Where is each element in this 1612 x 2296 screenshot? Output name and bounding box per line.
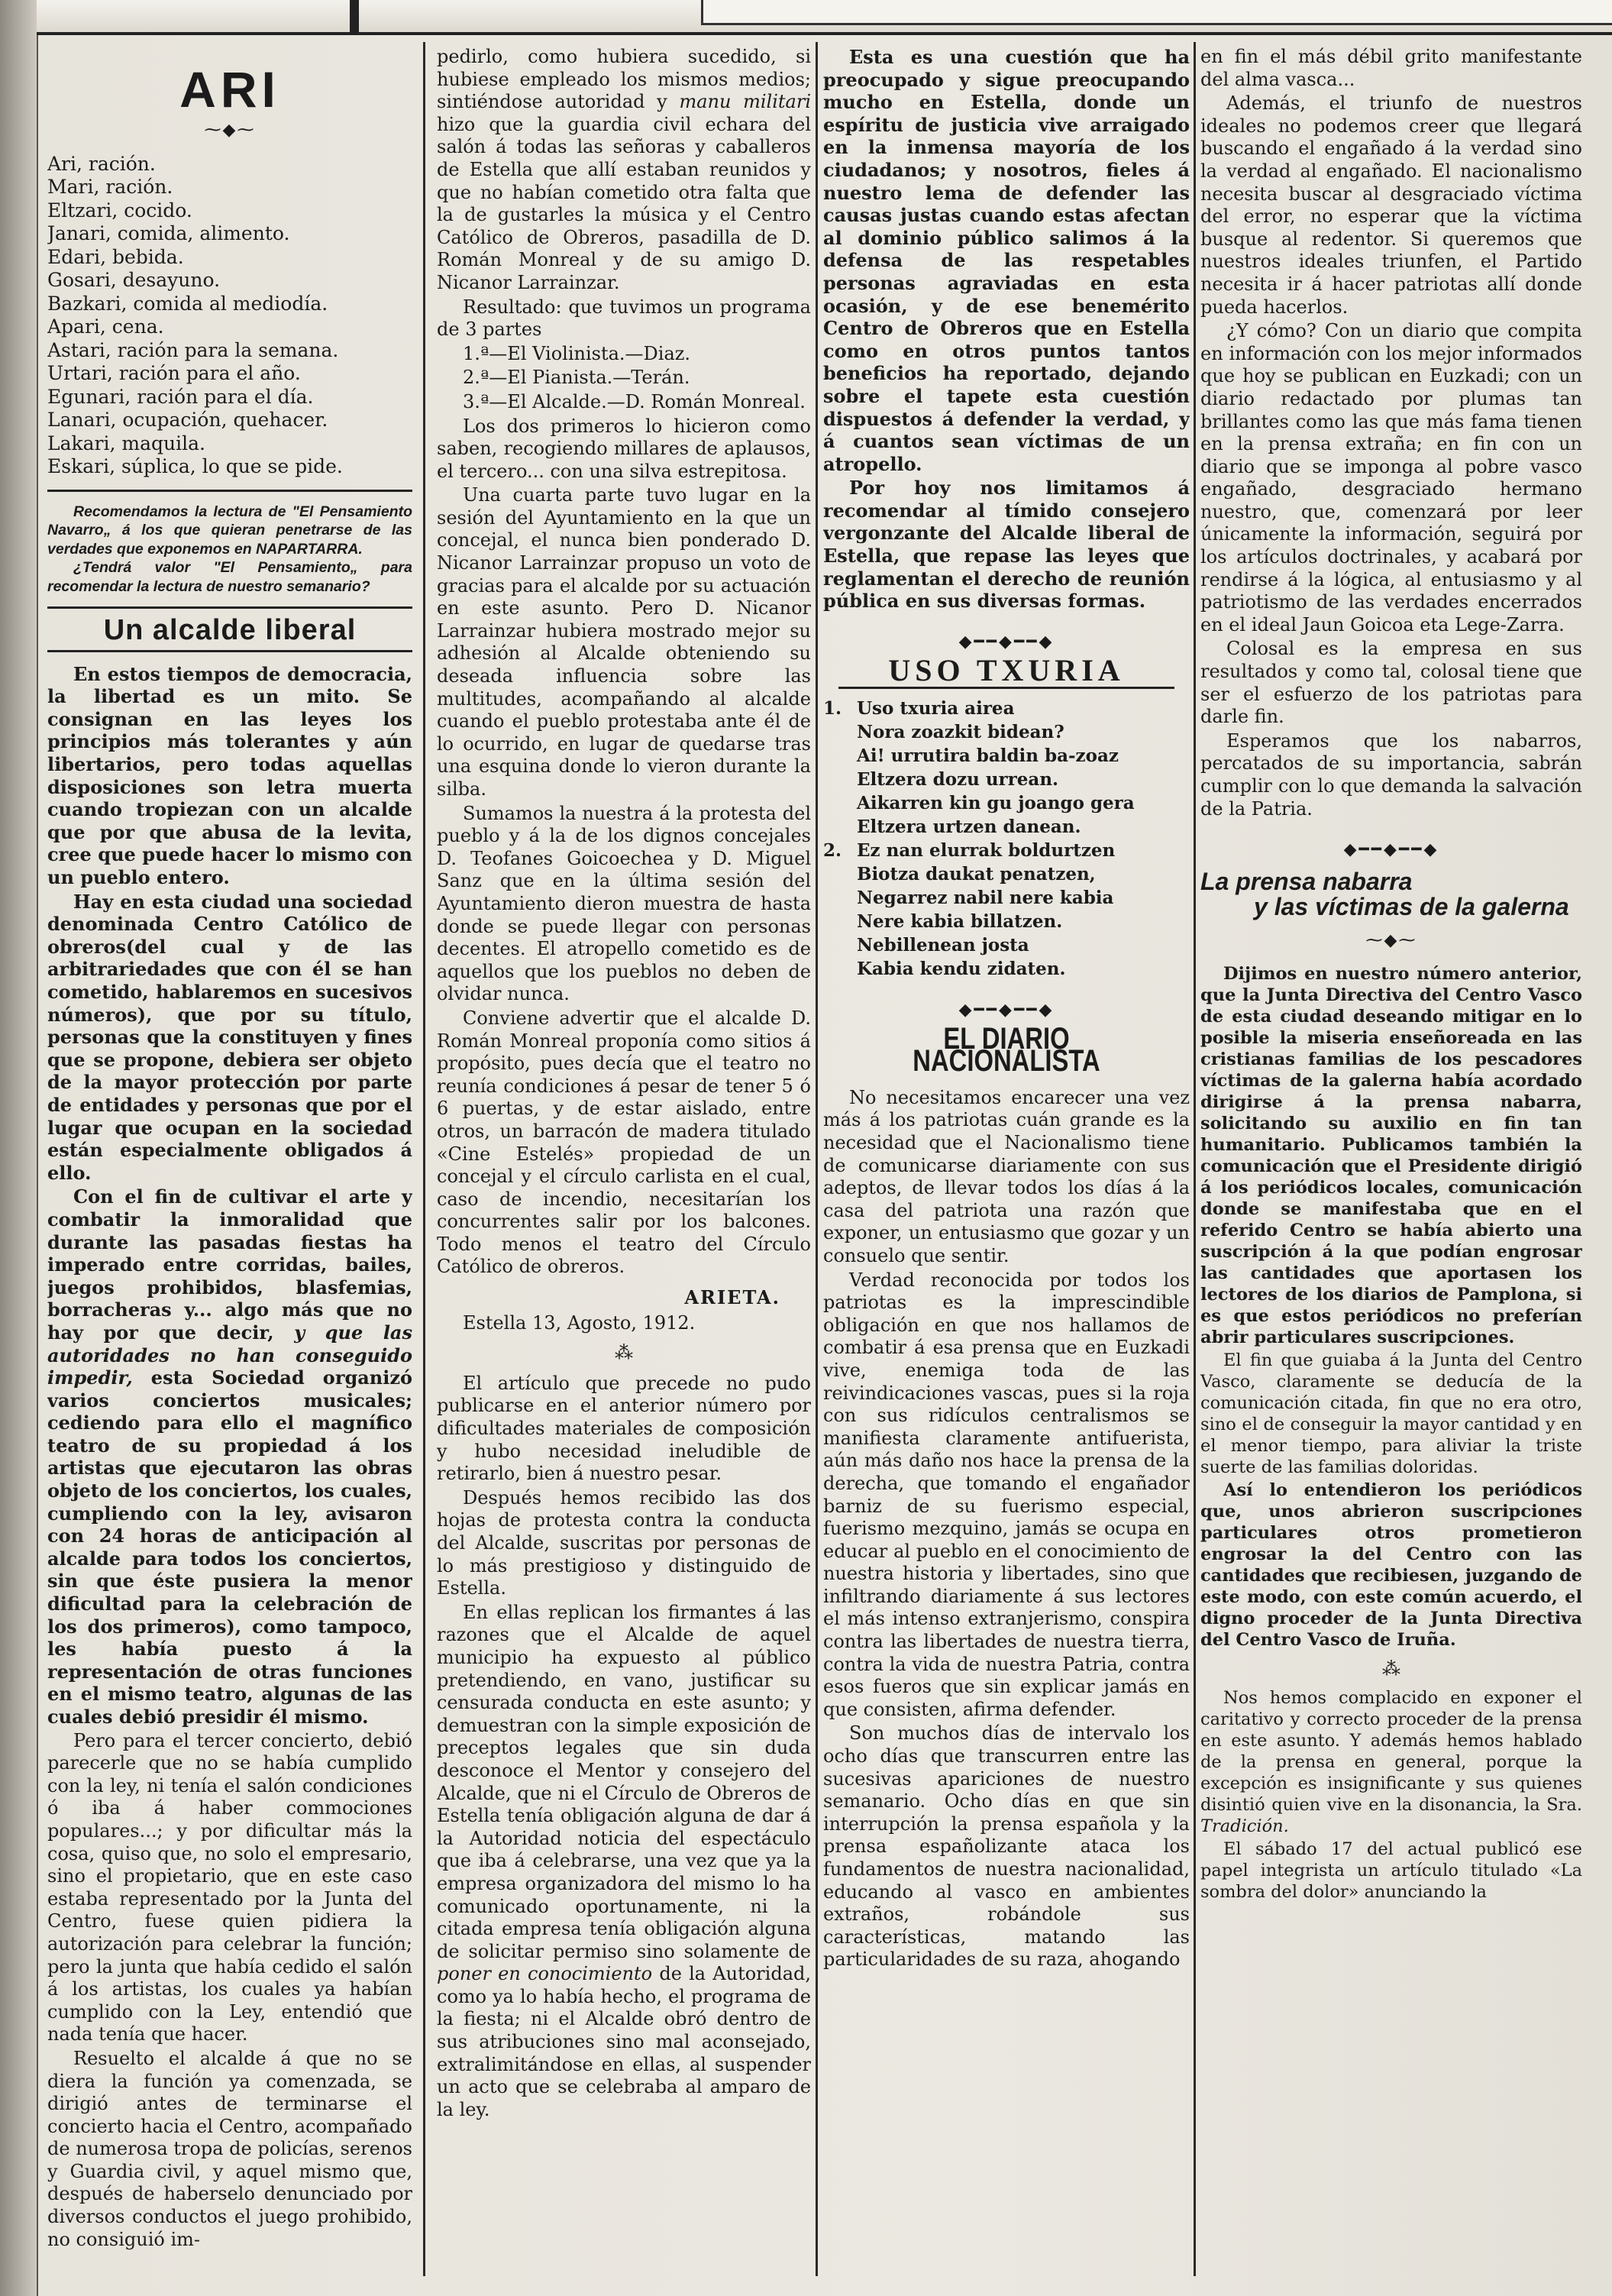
poem-line <box>823 839 1190 862</box>
poem-line: Biotza daukat penatzen, <box>857 864 1096 885</box>
poem-line: Eltzera urtzen danean. <box>857 817 1081 838</box>
section-separator: ◆━━◆━━◆ <box>958 1001 1055 1020</box>
paragraph: No necesitamos encarecer una vez más á los patriotas cuán grande es la necesidad que el Nacionalismo tiene de comunicarse diariamente con sus adeptos, de llevar todos los días á la casa del patriota una razón que exponer, un entusiasmo que gozar y un consuelo que sentir. <box>823 1086 1190 1266</box>
list-item: Eltzari, cocido. <box>47 199 192 222</box>
poem-line: Nere kabia billatzen. <box>857 911 1063 933</box>
paragraph: El fin que guiaba á la Junta del Centro Vasco, claramente se deducía de la comunicación citada, fin que no era otro, sino el de conseguir la mayor cantidad y en el menor tiempo, para aliviar la triste suerte de las familias doloridas. <box>1200 1350 1582 1477</box>
column-rule <box>423 42 425 2276</box>
top-vertical-bar <box>350 0 359 32</box>
headline-diario-nacionalista: EL DIARIO NACIONALISTA <box>913 1021 1100 1078</box>
signature: ARIETA. <box>684 1286 780 1309</box>
list-item: Gosari, desayuno. <box>47 269 221 292</box>
list-item: Mari, ración. <box>47 176 173 199</box>
text-run: Con el fin de cultivar el arte y combatir la inmoralidad que durante las pasadas fiestas ha imperado entre corridas, bailes, juegos prohibidos, blasfemias, borracheras y... algo más que no hay por que decir, <box>47 1185 412 1344</box>
masthead-ari: ARI <box>179 61 280 118</box>
paragraph: Por hoy nos limitamos á recomendar al tímido consejero vergonzante del Alcalde liberal de Estella, que repase las leyes que reglamentan el derecho de reunión pública en sus diversas formas. <box>823 477 1190 613</box>
stanza-number: 2. <box>823 840 842 862</box>
column-4 <box>1200 46 1582 2276</box>
list-item: Janari, comida, alimento. <box>47 222 290 245</box>
ornament: ⁓◆⁓ <box>1365 930 1417 950</box>
list-item: Lanari, ocupación, quehacer. <box>47 409 328 432</box>
paragraph: Sumamos la nuestra á la protesta del pueblo y á la de los dignos concejales D. Teofanes Goicoechea y D. Miguel Sanz que en la última sesión del Ayuntamiento dieron muestra de hasta donde se puede llegar con personas decentes. El atropello cometido es de aquellos que los pueblos no deben de olvidar nunca. <box>437 802 811 1005</box>
asterism: ⁂ <box>1382 1657 1400 1680</box>
column-1 <box>47 46 412 2276</box>
text-run: esta Sociedad organizó varios conciertos musicales; cediendo para ello el magnífico teatro de su propiedad á los artistas que ejecutaron las obras objeto de los conciertos, los cuales, cumpliendo con la ley, avisaron con 24 horas de anticipación al alcalde para todos los conciertos, sin que éste pusiera la menor dificultad para la celebración de los dos primeros), como tampoco, les había puesto á la representación de otras funciones en el mismo teatro, algunas de las cuales debió presidir él mismo. <box>47 1366 412 1728</box>
program-item: 1.ª—El Violinista.—Diaz. <box>463 342 691 364</box>
list-item: Astari, ración para la semana. <box>47 338 339 361</box>
paragraph: Esta es una cuestión que ha preocupado y sigue preocupando mucho en Estella, donde un espíritu de justicia vive arraigado en la inmensa mayoría de los ciudadanos; y nosotros, fieles á nuestro lema de defender las causas justas cuando estas afectan al dominio público salimos á la defensa de las respetables personas agraviadas en esta ocasión, y de ese benemérito Centro de Obreros que en Estella como en otros puntos tantos beneficios ha reportado, dejando sobre el tapete esta cuestión dispuestos á defender la verdad, y á cuantos sean víctimas de un atropello. <box>823 46 1190 475</box>
paragraph: en fin el más débil grito manifestante del alma vasca... <box>1200 46 1582 90</box>
program-item: 3.ª—El Alcalde.—D. Román Monreal. <box>463 390 806 412</box>
poem-line-text: Uso txuria airea <box>857 698 1015 720</box>
divider <box>47 606 412 609</box>
asterism: ⁂ <box>615 1342 633 1364</box>
section-separator: ◆━━◆━━◆ <box>958 632 1055 652</box>
paragraph: Son muchos días de intervalo los ocho días que transcurren entre las sucesivas apariciones de nuestro semanario. Ocho días en que sin interrupción la prensa española y la prensa españolizante ataca los fundamentos de nuestra nacionalidad, educando al vasco en ambientes extraños, robándole sus características, matando las particularidades de su raza, ahogando <box>823 1722 1190 1971</box>
paragraph: El artículo que precede no pudo publicarse en el anterior número por dificultades materiales de composición y hubo necesidad ineludible de retirarlo, bien á nuestro pesar. <box>437 1372 811 1485</box>
paragraph: Esperamos que los nabarros, percatados de su importancia, sabrán cumplir con lo que demanda la salvación de la Patria. <box>1200 729 1582 820</box>
italic-run: y que las autoridades no han conseguido impedir, <box>47 1321 412 1389</box>
paragraph: Así lo entendieron los periódicos que, unos abrieron suscripciones particulares otros prometieron engrosar la del Centro con las cantidades que recibiesen, juzgando de este modo, con este común acuerdo, el digno proceder de la Junta Directiva del Centro Vasco de Iruña. <box>1200 1479 1582 1650</box>
paragraph: Conviene advertir que el alcalde D. Román Monreal proponía como sitios á propósito, pues decía que el teatro no reunía condiciones á pesar de tener 5 ó 6 puertas, y de estar aislado, entre otros, un barracón de madera titulado «Cine Estelés» propiedad de un concejal y el círculo carlista en el cual, caso de incendio, necesitarían los concurrentes salir por los balcones. Todo menos el teatro del Círculo Católico de obreros. <box>437 1007 811 1278</box>
paragraph: Colosal es la empresa en sus resultados y como tal, colosal tiene que ser el esfuerzo de los patriotas para darle fin. <box>1200 638 1582 728</box>
paragraph: Pero para el tercer concierto, debió parecerle que no se había cumplido con la ley, ni tenía el salón condiciones ó iba á haber commociones populares...; y por dificultar más la cosa, quiso que, no solo el empresario, sino el propietario, que en este caso estaba representado por la Junta del Centro, fuese quien pidiera la autorización para celebrar la función; pero la junta que había cedido el salón á los artistas, los cuales ya habían cumplido con la Ley, entendió que nada tenía que hacer. <box>47 1729 412 2045</box>
headline-prensa-nabarra: La prensa nabarra <box>1200 867 1413 895</box>
dateline: Estella 13, Agosto, 1912. <box>463 1311 696 1334</box>
paragraph <box>437 1602 811 2122</box>
text-run: En ellas replican los firmantes á las razones que el Alcalde de aquel municipio ha expuesto al público pretendiendo, en vano, justificar su censurada conducta en este asunto; y demuestran con la simple exposición de preceptos legales que sin duda desconoce el Mentor y consejero del Alcalde, que ni el Círculo de Obreros de Estella tenía obligación alguna de dar á la Autoridad noticia del espectáculo que iba á celebrarse, una vez que ya la empresa organizadora del mismo lo ha comunicado oportunamente, ni la citada empresa tenía obligación alguna de solicitar permiso sino solamente de <box>437 1601 811 1962</box>
article-galerna <box>1200 963 1582 1903</box>
paragraph: ¿Y cómo? Con un diario que compita en información con los mejor informados que hoy se publican en Euzkadi; con un diario redactado por plumas tan brillantes como las que más fama tienen en la prensa extraña; en fin con un diario que se imponga al pobre vasco engañado, desgraciado hermano nuestro, que, comenzará por leer únicamente la información, seguirá por los artículos doctrinales, y acabará por rendirse á la lógica, al entusiasmo y al patriotismo de las verdades encerrados en el ideal Jaun Goicoa eta Lege-Zarra. <box>1200 320 1582 635</box>
headline-victimas-galerna: y las víctimas de la galerna <box>1254 893 1569 921</box>
poem-line: Kabia kendu zidaten. <box>857 959 1066 980</box>
list-item: Bazkari, comida al mediodía. <box>47 292 328 315</box>
paragraph: Los dos primeros lo hicieron como saben, recogiendo millares de aplausos, el tercero... con una silva estrepitosa. <box>437 415 811 482</box>
paragraph: Una cuarta parte tuvo lugar en la sesión del Ayuntamiento en la que un concejal, el nunca bien ponderado D. Nicanor Larrainzar propuso un voto de gracias para el alcalde por su actuación en este asunto. Pero D. Nicanor Larrainzar hubiera mostrado mejor su adhesión al Alcalde obteniendo su deseada influencia sobre las multitudes, acompañando al alcalde cuando el pueblo protestaba ante él de lo ocurrido, en lugar de quedarse tras una esquina donde lo vieron durante la silba. <box>437 484 811 800</box>
text-run: Nos hemos complacido en exponer el caritativo y correcto proceder de la prensa en este asunto. Y además hemos hablado de la prensa en general, porque la excepción es insignificante y sus quienes disintió quien vive en la disonancia, la Sra. <box>1200 1687 1582 1815</box>
paragraph <box>47 1185 412 1728</box>
column-rule <box>1194 42 1196 2276</box>
poem-line: Eltzera dozu urrean. <box>857 769 1059 791</box>
paragraph: Resultado: que tuvimos un programa de 3 partes <box>437 296 811 341</box>
poem-line: Aikarren kin gu joango gera <box>857 793 1135 814</box>
divider <box>47 650 412 652</box>
poem-line <box>823 697 1190 720</box>
paragraph: En estos tiempos de democracia, la libertad es un mito. Se consignan en las leyes los principios más tolerantes y aún libertarios, pero todas aquellas disposiciones son letra muerta cuando tropiezan con un alcalde que por que abusa de la levita, cree que puede hacer lo mismo con un pueblo entero. <box>47 662 412 889</box>
italic-run: manu militari <box>679 91 811 113</box>
program-item: 2.ª—El Pianista.—Terán. <box>463 367 690 389</box>
poem-line: Ai! urrutira baldin ba-zoaz <box>857 745 1119 767</box>
list-item: Ari, ración. <box>47 152 156 175</box>
poem-title: USO TXURIA <box>888 653 1125 688</box>
column-2 <box>437 46 811 2276</box>
paragraph: El sábado 17 del actual publicó ese papel integrista un artículo titulado «La sombra del dolor» anunciando la <box>1200 1838 1582 1902</box>
promo-text-2: ¿Tendrá valor "El Pensamiento„ para recomendar la lectura de nuestro semanario? <box>47 559 412 595</box>
stanza-number: 1. <box>823 698 842 720</box>
poem-line: Nora zoazkit bidean? <box>857 722 1064 743</box>
poem-line: Negarrez nabil nere kabia <box>857 888 1114 909</box>
paragraph <box>1200 1687 1582 1837</box>
list-item: Lakari, maquila. <box>47 432 205 454</box>
paragraph: Después hemos recibido las dos hojas de protesta contra la conducta del Alcalde, suscritas por personas de lo más prestigioso y distinguido de Estella. <box>437 1486 811 1599</box>
paragraph: Verdad reconocida por todos los patriotas es la imprescindible obligación en que nos hallamos de combatir á esa prensa que en Euzkadi vive, enemiga toda de las reivindicaciones vascas, pues si la roja con sus ridículos centralismos se manifiesta claramente antifuerista, aún más daño nos hace la prensa de la derecha, que tomando el engañador barniz de su fuerismo especial, fuerismo mezquino, jamás se ocupa en educar al pueblo en el conocimiento de nuestra historia y libertades, sino que infiltrando diariamente á sus lectores el más intenso extranjerismo, conspira contra las libertades de nuestra tierra, contra la vida de nuestra Patria, contra esos fueros que sin explicar jamás en que consisten, afirma defender. <box>823 1269 1190 1720</box>
text-run: hizo que la guardia civil echara del salón á todas las señoras y caballeros de Estella que allí estaban reunidos y que no habían cometido otra falta que la de gustarles la música y el Centro Católico de Obreros, pasadilla de D. Román Monreal y de su amigo D. Nicanor Larrainzar. <box>437 113 811 293</box>
binding-gutter <box>0 0 38 2296</box>
ornament: ⁓◆⁓ <box>204 121 256 140</box>
text-run: pedirlo, como hubiera sucedido, si hubiese empleado los mismos medios; sintiéndose autoridad y <box>437 46 811 113</box>
list-item: Edari, bebida. <box>47 245 184 268</box>
list-item: Apari, cena. <box>47 315 164 338</box>
headline-alcalde-liberal: Un alcalde liberal <box>103 614 357 647</box>
italic-run: Tradición. <box>1200 1816 1289 1836</box>
section-separator: ◆━━◆━━◆ <box>1343 840 1439 860</box>
poem-uso-txuria <box>823 697 1190 981</box>
column-rule <box>816 42 818 2276</box>
italic-run: poner en conocimiento <box>437 1963 653 1985</box>
promo-notice <box>47 503 412 597</box>
paragraph: Resuelto el alcalde á que no se diera la función ya comenzada, se dirigió antes de terminarse el concierto hacia el Centro, acompañado de numerosa tropa de policías, serenos y Guardia civil, y aquel mismo que, después de haberselo denunciado por diversos conductos el juego prohibido, no consiguió im- <box>47 2047 412 2250</box>
list-item: Egunari, ración para el día. <box>47 385 314 408</box>
column-3 <box>823 46 1190 2276</box>
text-run: de la Autoridad, como ya lo había hecho, el programa de la fiesta; ni el Alcalde obró dentro de sus atribuciones sino mal aconsejado, extralimitándose en ellas, al suspender un acto que se celebraba al amparo de la ley. <box>437 1963 811 2120</box>
paragraph: Hay en esta ciudad una sociedad denominada Centro Católico de obreros(del cual y de las arbitrariedades que con él se han cometido, hablaremos en sucesivos números), que por su título, personas que la constituyen y fines que se propone, debiera ser objeto de la mayor protección por parte de entidades y personas que por el lugar que ocupan en la sociedad están especialmente obligados á ello. <box>47 890 412 1184</box>
divider <box>47 490 412 492</box>
paragraph: Dijimos en nuestro número anterior, que la Junta Directiva del Centro Vasco de esta ciudad deseando mitigar en lo posible la miseria enseñoreada en las cristianas familias de los pescadores víctimas de la galerna había acordado dirigirse á la prensa nabarra, solicitando su auxilio en fin tan humanitario. Publicamos también la comunicación que el Presidente dirigió á los periódicos locales, comunicación donde se manifestaba que en el referido Centro se había abierto una suscripción á la que podían engrosar las cantidades que aportasen los lectores de los diarios de Pamplona, si es que estos periódicos no preferían abrir particulares suscripciones. <box>1200 963 1582 1347</box>
paragraph <box>437 46 811 295</box>
poem-line-text: Ez nan elurrak boldurtzen <box>857 840 1116 862</box>
top-frame-box <box>701 0 1612 25</box>
paragraph: Además, el triunfo de nuestros ideales no podemos creer que llegará buscando el engañado á la verdad sino la verdad al engañado. El nacionalismo necesita buscar al desgraciado víctima del error, no esperar que la víctima busque al redentor. Si queremos que nuestros ideales triunfen, el Partido necesita ir á hacer patriotas allí donde pueda hacerlos. <box>1200 92 1582 318</box>
list-item: Eskari, súplica, lo que se pide. <box>47 455 343 478</box>
page-top-strip <box>37 0 1612 35</box>
list-item: Urtari, ración para el año. <box>47 362 301 385</box>
promo-text-1: Recomendamos la lectura de "El Pensamiento Navarro„ á los que quieran penetrarse de las verdades que exponemos en NAPARTARRA. <box>47 503 412 558</box>
ari-glossary <box>47 153 412 479</box>
poem-line: Nebillenean josta <box>857 935 1029 956</box>
